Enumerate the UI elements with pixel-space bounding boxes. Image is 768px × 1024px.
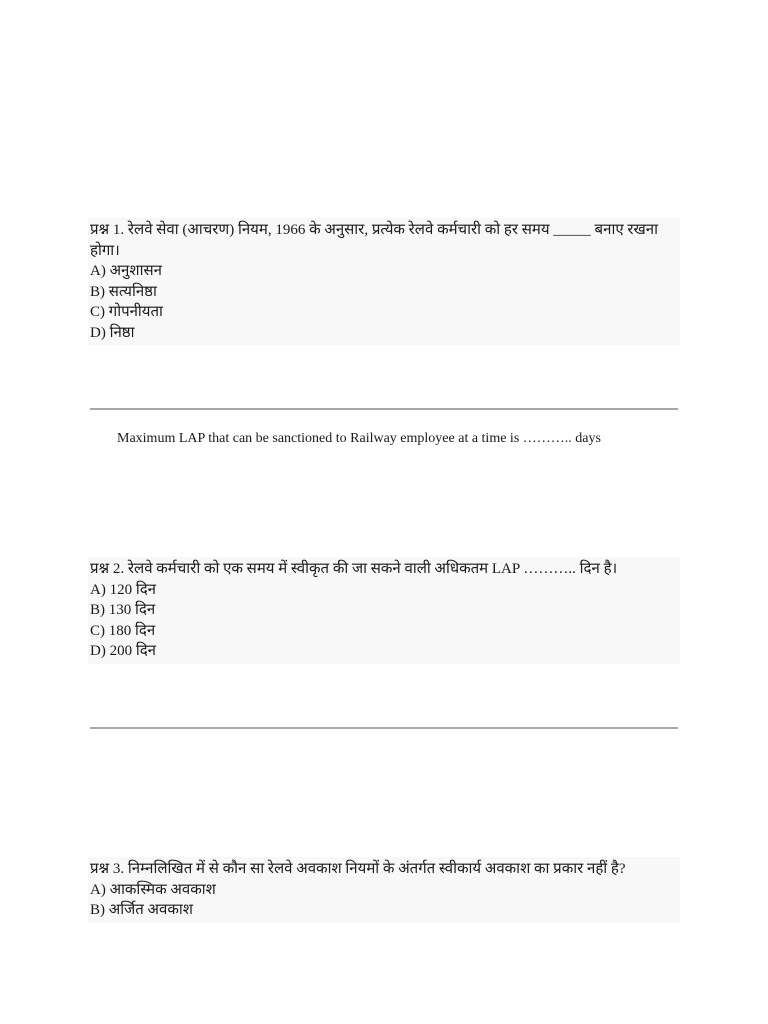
question-3-text: प्रश्न 3. निम्नलिखित में से कौन सा रेलवे अवकाश नियमों के अंतर्गत स्वीकार्य अवकाश का प्रकार नहीं है? <box>90 861 626 877</box>
question-1-block <box>88 218 680 345</box>
divider-2 <box>90 727 678 729</box>
question-2-option-c: C) 180 दिन <box>90 622 156 639</box>
question-3-block <box>88 857 680 923</box>
question-2-option-d: D) 200 दिन <box>90 643 157 659</box>
question-3-option-a: A) आकस्मिक अवकाश <box>90 881 216 898</box>
question-2-text: प्रश्न 2. रेलवे कर्मचारी को एक समय में स्वीकृत की जा सकने वाली अधिकतम LAP ……….. दिन है। <box>90 561 618 577</box>
question-1-option-a: A) अनुशासन <box>90 263 162 279</box>
question-1-option-c: C) गोपनीयता <box>90 304 163 320</box>
divider-1 <box>90 408 678 410</box>
english-note-text: Maximum LAP that can be sanctioned to Railway employee at a time is ……….. days <box>117 431 601 446</box>
question-1-option-b: B) सत्यनिष्ठा <box>90 283 157 300</box>
question-2-block <box>88 557 680 664</box>
question-3-option-b: B) अर्जित अवकाश <box>90 902 193 918</box>
question-2-option-b: B) 130 दिन <box>90 602 156 618</box>
question-2-option-a: A) 120 दिन <box>90 581 157 598</box>
question-1-option-d: D) निष्ठा <box>90 324 135 341</box>
question-1-text: प्रश्न 1. रेलवे सेवा (आचरण) नियम, 1966 के अनुसार, प्रत्येक रेलवे कर्मचारी को हर समय _____ बनाए रखना होगा। <box>90 222 658 259</box>
